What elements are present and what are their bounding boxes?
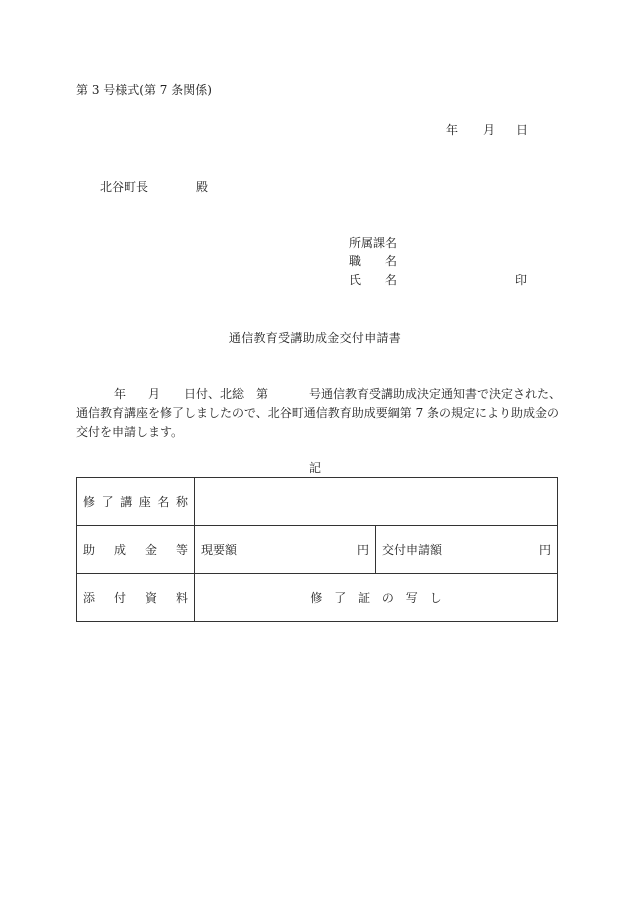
attachment-value-char: 証 — [358, 590, 371, 605]
attachment-value-char: の — [381, 590, 394, 605]
subsidy-label — [77, 526, 195, 574]
body-line1-middle: 日付、北総 第 — [184, 387, 269, 401]
course-label-char: 修 — [83, 494, 96, 509]
subsidy-label-char: 助 — [83, 542, 96, 557]
subsidy-label-char: 金 — [144, 542, 157, 557]
department-label: 所属課名 — [349, 236, 398, 250]
body-line1-month: 月 — [148, 387, 161, 401]
applied-amount-label: 交付申請額 — [382, 542, 443, 557]
table-row-attachment — [77, 574, 558, 622]
course-label-char: 称 — [175, 494, 188, 509]
date-month-label: 月 — [483, 123, 496, 137]
details-table — [76, 477, 558, 622]
course-name-label — [77, 478, 195, 526]
seal-mark: 印 — [515, 273, 528, 287]
attachment-value — [195, 574, 558, 622]
attachment-label — [77, 574, 195, 622]
date-day-label: 日 — [516, 123, 529, 137]
subsidy-label-char: 等 — [175, 542, 188, 557]
form-number: 第 3 号様式(第 7 条関係) — [76, 83, 212, 97]
course-name-value[interactable] — [195, 478, 558, 526]
date-year-label: 年 — [446, 123, 459, 137]
applied-amount-cell[interactable] — [376, 526, 558, 574]
required-amount-unit: 円 — [356, 542, 369, 557]
attachment-label-char: 資 — [144, 590, 157, 605]
applied-amount-unit: 円 — [538, 542, 551, 557]
table-row-course — [77, 478, 558, 526]
attachment-value-char: 修 — [310, 590, 323, 605]
attachment-value-char: 了 — [334, 590, 347, 605]
required-amount-cell[interactable] — [195, 526, 376, 574]
table-row-subsidy — [77, 526, 558, 574]
course-label-char: 座 — [138, 494, 151, 509]
body-line1-end: 号通信教育受講助成決定通知書で決定された、 — [309, 387, 562, 401]
body-line3: 交付を申請します。 — [76, 425, 184, 439]
attachment-label-char: 添 — [83, 590, 96, 605]
course-label-char: 名 — [157, 494, 170, 509]
ki-heading: 記 — [308, 461, 321, 475]
subsidy-label-char: 成 — [113, 542, 126, 557]
document-title: 通信教育受講助成金交付申請書 — [228, 331, 402, 345]
attachment-label-char: 料 — [175, 590, 188, 605]
applicant-name-label: 氏 名 — [349, 273, 398, 287]
job-title-label: 職 名 — [349, 254, 398, 268]
course-label-char: 講 — [120, 494, 133, 509]
attachment-value-char: し — [429, 590, 442, 605]
addressee-title: 殿 — [196, 180, 209, 194]
attachment-value-char: 写 — [405, 590, 418, 605]
body-line1-year: 年 — [114, 387, 127, 401]
addressee-name: 北谷町長 — [100, 180, 149, 194]
required-amount-label: 現要額 — [201, 542, 238, 557]
course-label-char: 了 — [101, 494, 114, 509]
body-line2: 通信教育講座を修了しましたので、北谷町通信教育助成要綱第 7 条の規定により助成金の — [76, 406, 560, 420]
attachment-label-char: 付 — [113, 590, 126, 605]
